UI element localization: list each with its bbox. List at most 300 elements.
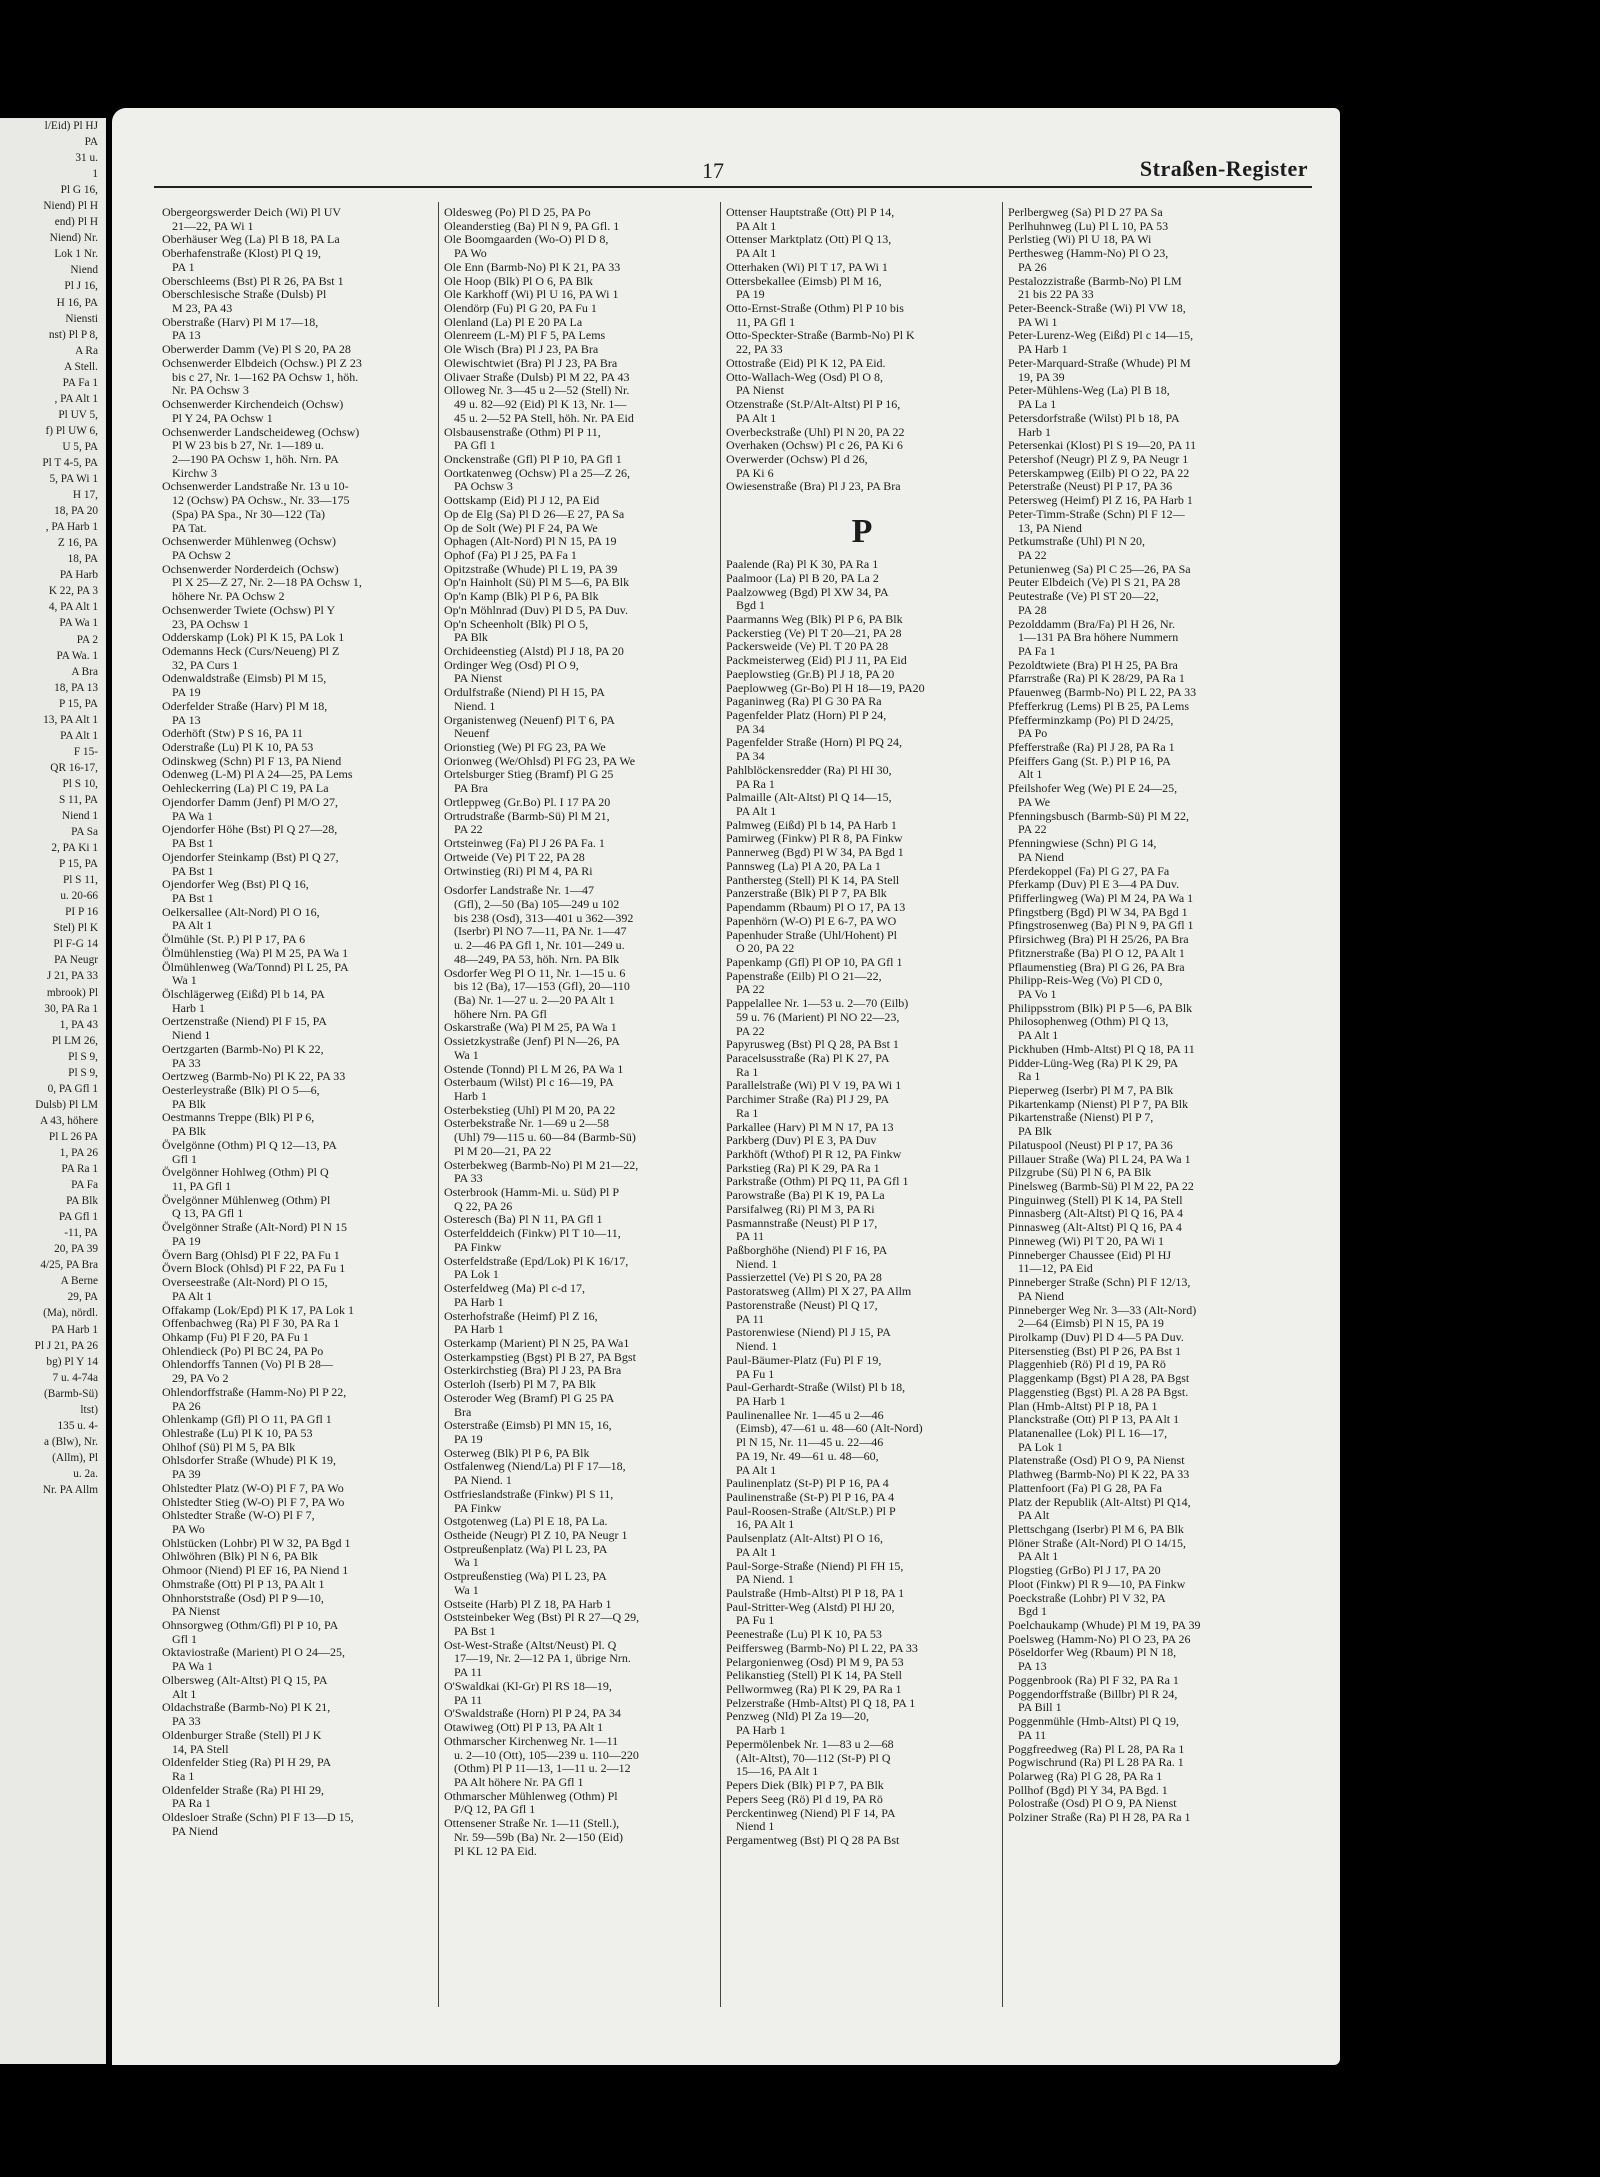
street-entry: Peter-Lurenz-Weg (Eißd) Pl c 14—15,: [1008, 329, 1194, 343]
left-page-line: Pl LM 26,: [51, 1034, 98, 1047]
left-page-line: Niensti: [65, 312, 98, 325]
street-entry-continuation: 14, PA Stell: [172, 1742, 229, 1756]
street-entry: Op de Solt (We) Pl F 24, PA We: [444, 521, 598, 535]
street-entry: Ole Karkhoff (Wi) Pl U 16, PA Wi 1: [444, 288, 619, 302]
street-entry: Ochsenwerder Mühlenweg (Ochsw): [162, 535, 336, 549]
street-entry: Pannerweg (Bgd) Pl W 34, PA Bgd 1: [726, 846, 904, 860]
street-entry: O'Swaldstraße (Horn) Pl P 24, PA 34: [444, 1707, 621, 1721]
street-entry: Pfauenweg (Barmb-No) Pl L 22, PA 33: [1008, 686, 1197, 700]
street-entry-continuation: PA Bst 1: [172, 864, 214, 878]
left-page-line: 13, PA Alt 1: [43, 713, 98, 726]
left-page-line: A Stell.: [64, 360, 98, 373]
left-page-line: 4, PA Alt 1: [48, 601, 98, 614]
street-entry: Perthesweg (Hamm-No) Pl O 23,: [1008, 247, 1169, 261]
street-entry-continuation: 29, PA Vo 2: [172, 1372, 229, 1386]
register-column-1: [162, 206, 434, 1839]
street-entry: Platenstraße (Osd) Pl O 9, PA Nienst: [1008, 1454, 1185, 1468]
street-entry-continuation: PA Harb 1: [736, 1394, 786, 1408]
street-entry: Papendamm (Rbaum) Pl O 17, PA 13: [726, 901, 906, 915]
section-letter: P: [851, 513, 873, 551]
street-entry: Oelkersallee (Alt-Nord) Pl O 16,: [162, 905, 320, 919]
street-entry-continuation: PA 19: [736, 288, 765, 302]
street-entry-continuation: 11—12, PA Eid: [1018, 1262, 1093, 1276]
street-entry: Polarweg (Ra) Pl G 28, PA Ra 1: [1008, 1769, 1163, 1783]
street-entry: Oderfelder Straße (Harv) Pl M 18,: [162, 699, 328, 713]
left-page-line: PA Sa: [71, 826, 98, 839]
left-page-line: 29, PA: [67, 1291, 98, 1304]
left-page-line: Pl J 16,: [64, 280, 98, 293]
street-entry-continuation: Ra 1: [172, 1769, 195, 1783]
street-entry-continuation: Gfl 1: [172, 1152, 197, 1166]
left-page-line: Niend) Pl H: [43, 200, 98, 213]
street-entry-continuation: PA Harb 1: [1018, 343, 1068, 357]
street-entry: Ohlendorffstraße (Hamm-No) Pl P 22,: [162, 1385, 347, 1399]
left-page-line: 0, PA Gfl 1: [47, 1082, 98, 1095]
left-page-line: K 22, PA 3: [48, 585, 98, 598]
street-entry: Ottensener Straße Nr. 1—11 (Stell.),: [444, 1817, 620, 1831]
street-entry: Ohlestraße (Lu) Pl K 10, PA 53: [162, 1426, 313, 1440]
left-page-line: Niend: [70, 264, 98, 277]
street-entry: Pfefferminzkamp (Po) Pl D 24/25,: [1008, 713, 1174, 727]
street-entry-continuation: höhere Nr. PA Ochsw 2: [172, 590, 285, 604]
street-entry: Osdorfer Landstraße Nr. 1—47: [444, 884, 594, 898]
street-entry: Pinneberger Chaussee (Eid) Pl HJ: [1008, 1248, 1172, 1262]
street-entry-continuation: 48—249, PA 53, höh. Nrn. PA Blk: [454, 952, 620, 966]
street-entry-continuation: PA Ra 1: [172, 1797, 211, 1811]
street-entry-continuation: PA La 1: [1018, 398, 1057, 412]
street-entry-continuation: Ra 1: [736, 1065, 759, 1079]
street-entry-continuation: PA Nienst: [454, 672, 502, 686]
street-entry: Op'n Möhlnrad (Duv) Pl D 5, PA Duv.: [444, 603, 628, 617]
street-entry: Overseestraße (Alt-Nord) Pl O 15,: [162, 1276, 328, 1290]
left-page-line: nst) Pl P 8,: [48, 328, 98, 341]
left-page-line: PA Fa: [71, 1179, 98, 1192]
street-entry: Pidder-Lüng-Weg (Ra) Pl K 29, PA: [1008, 1056, 1179, 1070]
left-page-line: Pl G 16,: [60, 184, 98, 197]
left-page-line: 18, PA 20: [54, 505, 98, 518]
street-entry-continuation: PA Nienst: [736, 384, 784, 398]
street-entry: Paganinweg (Ra) Pl G 30 PA Ra: [726, 695, 882, 709]
street-entry-continuation: Pl M 20—21, PA 22: [454, 1144, 552, 1158]
street-entry: Otzenstraße (St.P/Alt-Altst) Pl P 16,: [726, 398, 901, 412]
street-entry: Papenkamp (Gfl) Pl OP 10, PA Gfl 1: [726, 955, 903, 969]
street-entry-continuation: PA 33: [172, 1715, 201, 1729]
street-entry-continuation: (Alt-Altst), 70—112 (St-P) Pl Q: [736, 1751, 891, 1765]
street-entry: Ole Wisch (Bra) Pl J 23, PA Bra: [444, 343, 599, 357]
street-entry-continuation: PA Nienst: [172, 1605, 220, 1619]
street-entry-continuation: PA Wo: [172, 1523, 205, 1536]
street-entry: Oldenfelder Stieg (Ra) Pl H 29, PA: [162, 1756, 332, 1770]
street-entry-continuation: Ra 1: [736, 1106, 759, 1120]
street-entry: Ossietzkystraße (Jenf) Pl N—26, PA: [444, 1035, 620, 1049]
column-divider: [438, 202, 439, 2007]
street-entry: Osterloh (Iserb) Pl M 7, PA Blk: [444, 1378, 596, 1392]
street-entry-continuation: PA 22: [736, 983, 765, 997]
left-page-line: Pl T 4-5, PA: [42, 456, 98, 469]
street-entry-continuation: Alt 1: [1018, 768, 1043, 782]
street-entry: Overwerder (Ochsw) Pl d 26,: [726, 452, 868, 466]
street-entry-continuation: O 20, PA 22: [736, 942, 795, 956]
street-entry: Plattenfoort (Fa) Pl G 28, PA Fa: [1008, 1481, 1162, 1495]
street-entry: Osterbaum (Wilst) Pl c 16—19, PA: [444, 1076, 614, 1090]
street-entry: Osterbrook (Hamm-Mi. u. Süd) Pl P: [444, 1186, 619, 1200]
street-entry: Perlstieg (Wi) Pl U 18, PA Wi: [1008, 233, 1152, 247]
street-entry: Osdorfer Weg Pl O 11, Nr. 1—15 u. 6: [444, 966, 626, 980]
street-entry-continuation: Bgd 1: [736, 599, 766, 613]
street-entry-continuation: (Ba) Nr. 1—27 u. 2—20 PA Alt 1: [454, 993, 615, 1007]
left-page-line: a (Blw), Nr.: [44, 1435, 98, 1448]
street-entry: Pezoldtwiete (Bra) Pl H 25, PA Bra: [1008, 658, 1178, 672]
street-entry: Oderstraße (Lu) Pl K 10, PA 53: [162, 741, 314, 755]
street-entry: Olloweg Nr. 3—45 u 2—52 (Stell) Nr.: [444, 384, 630, 398]
street-entry-continuation: PA Wa 1: [172, 1660, 214, 1674]
left-page-line: end) Pl H: [54, 216, 98, 229]
street-entry: Plaggenstieg (Bgst) Pl. A 28 PA Bgst.: [1008, 1385, 1189, 1399]
street-entry: Pöseldorfer Weg (Rbaum) Pl N 18,: [1008, 1646, 1177, 1660]
left-page-line: P 15, PA: [58, 697, 98, 710]
street-entry: Peter-Marquard-Straße (Whude) Pl M: [1008, 356, 1191, 370]
street-entry-continuation: Q 22, PA 26: [454, 1199, 513, 1213]
street-entry-continuation: Neuenf: [454, 727, 490, 741]
street-entry: Otto-Ernst-Straße (Othm) Pl P 10 bis: [726, 302, 904, 316]
street-entry: Ostpreußenstieg (Wa) Pl L 23, PA: [444, 1570, 607, 1584]
street-entry-continuation: PA Ochsw 2: [172, 548, 231, 562]
street-entry-continuation: bis 12 (Ba), 17—153 (Gfl), 20—110: [454, 980, 630, 994]
street-entry: Ölmühlenweg (Wa/Tonnd) Pl L 25, PA: [162, 960, 349, 974]
street-entry: Ophagen (Alt-Nord) Pl N 15, PA 19: [444, 535, 617, 549]
street-entry: Pitersenstieg (Bst) Pl P 26, PA Bst 1: [1008, 1344, 1182, 1358]
street-entry-continuation: PA 34: [736, 722, 765, 736]
left-page-line: P 15, PA: [58, 858, 98, 871]
left-page-line: PA Alt 1: [60, 729, 98, 742]
street-entry: Paul-Gerhardt-Straße (Wilst) Pl b 18,: [726, 1381, 906, 1395]
street-entry: Petersdorfstraße (Wilst) Pl b 18, PA: [1008, 411, 1180, 425]
street-entry: Osterkirchstieg (Bra) Pl J 23, PA Bra: [444, 1364, 622, 1378]
street-entry: Oestmanns Treppe (Blk) Pl P 6,: [162, 1111, 315, 1125]
street-entry: Osterhofstraße (Heimf) Pl Z 16,: [444, 1309, 598, 1323]
street-entry-continuation: PA Finkw: [454, 1501, 502, 1515]
street-entry-continuation: 13, PA Niend: [1018, 521, 1082, 535]
street-entry: Parkstieg (Ra) Pl K 29, PA Ra 1: [726, 1161, 880, 1175]
street-entry: Ophof (Fa) Pl J 25, PA Fa 1: [444, 548, 577, 562]
street-entry-continuation: PA Alt 1: [172, 1289, 213, 1303]
street-entry: Penzweg (Nld) Pl Za 19—20,: [726, 1710, 869, 1724]
street-entry-continuation: PA 19: [172, 686, 201, 700]
left-page-line: Niend) Nr.: [49, 232, 98, 245]
street-entry: Ohlstücken (Lohbr) Pl W 32, PA Bgd 1: [162, 1536, 351, 1550]
street-entry: Olsbausenstraße (Othm) Pl P 11,: [444, 425, 601, 439]
street-entry: Pagenfelder Straße (Horn) Pl PQ 24,: [726, 736, 902, 750]
street-entry: Orchideenstieg (Alstd) Pl J 18, PA 20: [444, 645, 624, 658]
left-page-line: A Bra: [71, 665, 98, 678]
street-entry: Offenbachweg (Ra) Pl F 30, PA Ra 1: [162, 1317, 340, 1331]
left-page-line: 20, PA 39: [54, 1243, 98, 1256]
left-page-line: Z 16, PA: [57, 537, 98, 550]
left-page-line: PA Wa. 1: [56, 649, 98, 662]
street-entry: Ottostraße (Eid) Pl K 12, PA Eid.: [726, 356, 886, 370]
street-entry: Ostseite (Harb) Pl Z 18, PA Harb 1: [444, 1597, 612, 1611]
left-page-line: bg) Pl Y 14: [46, 1355, 98, 1368]
left-page-line: 135 u. 4-: [57, 1419, 98, 1432]
street-entry-continuation: Pl X 25—Z 27, Nr. 2—18 PA Ochsw 1,: [172, 576, 362, 590]
street-entry-continuation: PA Ki 6: [736, 466, 774, 480]
street-entry: Paalende (Ra) Pl K 30, PA Ra 1: [726, 558, 879, 572]
street-entry: Oldenburger Straße (Stell) Pl J K: [162, 1728, 322, 1742]
street-entry: Oesterleystraße (Blk) Pl O 5—6,: [162, 1084, 320, 1097]
street-entry: Övelgönner Mühlenweg (Othm) Pl: [162, 1193, 331, 1207]
street-entry: Paalmoor (La) Pl B 20, PA La 2: [726, 571, 879, 585]
street-entry-continuation: Gfl 1: [172, 1632, 197, 1646]
street-entry: Ölschlägerweg (Eißd) Pl b 14, PA: [162, 987, 325, 1001]
street-entry-continuation: Pl W 23 bis b 27, Nr. 1—189 u.: [172, 439, 324, 453]
street-entry: Offakamp (Lok/Epd) Pl K 17, PA Lok 1: [162, 1303, 354, 1317]
street-entry: Pirolkamp (Duv) Pl D 4—5 PA Duv.: [1008, 1330, 1184, 1344]
street-entry: Ojendorfer Höhe (Bst) Pl Q 27—28,: [162, 823, 338, 837]
street-entry: Plan (Hmb-Altst) Pl P 18, PA 1: [1008, 1399, 1158, 1413]
street-entry-continuation: PA Alt: [1018, 1509, 1050, 1523]
street-entry-continuation: PA Harb 1: [736, 1724, 786, 1738]
street-entry: Oortkatenweg (Ochsw) Pl a 25—Z 26,: [444, 466, 630, 480]
street-entry: Pflaumenstieg (Bra) Pl G 26, PA Bra: [1008, 960, 1185, 974]
column-divider: [1002, 202, 1003, 2007]
street-entry: Ohnsorgweg (Othm/Gfl) Pl P 10, PA: [162, 1619, 339, 1633]
street-entry-continuation: PA Gfl 1: [454, 439, 496, 453]
street-entry-continuation: PA 26: [1018, 260, 1047, 274]
street-entry: Otterhaken (Wi) Pl T 17, PA Wi 1: [726, 260, 888, 274]
street-entry-continuation: Niend. 1: [454, 699, 496, 713]
street-entry: Osterbekweg (Barmb-No) Pl M 21—22,: [444, 1158, 639, 1172]
street-entry: Pieperweg (Iserbr) Pl M 7, PA Blk: [1008, 1084, 1174, 1097]
street-entry-continuation: PA Alt 1: [736, 411, 777, 425]
street-entry: Ostfrieslandstraße (Finkw) Pl S 11,: [444, 1487, 614, 1501]
street-entry-continuation: PA Alt 1: [736, 219, 777, 233]
street-entry: Paul-Stritter-Weg (Alstd) Pl HJ 20,: [726, 1600, 895, 1614]
street-entry: Organistenweg (Neuenf) Pl T 6, PA: [444, 713, 615, 727]
street-entry-continuation: PA 13: [172, 329, 201, 343]
left-page-line: l/Eid) Pl HJ: [44, 120, 98, 132]
street-entry: O'Swaldkai (Kl-Gr) Pl RS 18—19,: [444, 1679, 612, 1693]
street-entry: Ohlwöhren (Blk) Pl N 6, PA Blk: [162, 1550, 318, 1564]
street-entry: Oldesloer Straße (Schn) Pl F 13—D 15,: [162, 1811, 354, 1825]
street-entry-continuation: PA Niend: [172, 1824, 218, 1838]
street-entry: Polziner Straße (Ra) Pl H 28, PA Ra 1: [1008, 1811, 1191, 1825]
street-entry: Plöner Straße (Alt-Nord) Pl O 14/15,: [1008, 1536, 1186, 1550]
street-entry-continuation: P/Q 12, PA Gfl 1: [454, 1803, 536, 1817]
street-entry-continuation: PA 28: [1018, 603, 1047, 617]
street-entry: Oberstraße (Harv) Pl M 17—18,: [162, 315, 319, 329]
left-page-line: Pl S 9,: [68, 1050, 98, 1063]
left-page-line: PI P 16: [65, 906, 98, 919]
street-entry-continuation: PA Alt 1: [1018, 1550, 1059, 1564]
street-entry-continuation: PA 22: [1018, 823, 1047, 837]
left-page-line: Pl UV 5,: [58, 408, 98, 421]
street-entry-continuation: PA Fu 1: [736, 1614, 775, 1628]
street-entry-continuation: PA Bill 1: [1018, 1701, 1062, 1715]
street-entry: Packerstieg (Ve) Pl T 20—21, PA 28: [726, 626, 902, 640]
street-entry: Overbeckstraße (Uhl) Pl N 20, PA 22: [726, 425, 905, 439]
register-column-2: [444, 206, 716, 1858]
street-entry: Ole Boomgaarden (Wo-O) Pl D 8,: [444, 233, 609, 247]
street-entry: Owiesenstraße (Bra) Pl J 23, PA Bra: [726, 480, 901, 494]
street-entry: Pahlblöckensredder (Ra) Pl HI 30,: [726, 763, 892, 777]
street-entry-continuation: PA Blk: [172, 1125, 206, 1139]
street-entry: Oleanderstieg (Ba) Pl N 9, PA Gfl. 1: [444, 219, 620, 233]
left-page-line: PA: [84, 136, 98, 149]
street-entry: Parallelstraße (Wi) Pl V 19, PA Wi 1: [726, 1079, 902, 1093]
street-entry: Pelikanstieg (Stell) Pl K 14, PA Stell: [726, 1669, 902, 1683]
street-entry: Paßborghöhe (Niend) Pl F 16, PA: [726, 1244, 888, 1258]
street-entry: Petunienweg (Sa) Pl C 25—26, PA Sa: [1008, 562, 1191, 576]
street-entry: Övern Block (Ohlsd) Pl F 22, PA Fu 1: [162, 1262, 346, 1276]
street-entry-continuation: PA Blk: [172, 1097, 206, 1111]
left-page-line: PA 2: [76, 633, 98, 646]
running-head: Straßen-Register: [1139, 156, 1308, 181]
street-entry: Peuter Elbdeich (Ve) Pl S 21, PA 28: [1008, 576, 1181, 590]
street-entry: Ortelsburger Stieg (Bramf) Pl G 25: [444, 768, 614, 782]
left-page-line: Lok 1 Nr.: [54, 248, 98, 261]
left-page-line: 1: [92, 168, 98, 181]
street-entry-continuation: Niend. 1: [736, 1340, 778, 1354]
street-entry: Passierzettel (Ve) Pl S 20, PA 28: [726, 1271, 882, 1285]
street-entry-continuation: 21—22, PA Wi 1: [172, 219, 254, 233]
street-entry-continuation: Nr. PA Ochsw 3: [172, 384, 249, 398]
street-entry-continuation: M 23, PA 43: [172, 302, 233, 316]
street-entry: Osterkampstieg (Bgst) Pl B 27, PA Bgst: [444, 1350, 636, 1364]
left-page-line: PA Gfl 1: [58, 1211, 98, 1224]
street-entry: Oertzgarten (Barmb-No) Pl K 22,: [162, 1042, 324, 1056]
street-entry: Pasmannstraße (Neust) Pl P 17,: [726, 1216, 878, 1230]
left-page-line: u. 20-66: [60, 890, 98, 903]
left-page-line: PA Wa 1: [59, 617, 98, 630]
street-entry-continuation: PA Bra: [454, 782, 488, 796]
street-entry: Petershof (Neugr) Pl Z 9, PA Neugr 1: [1008, 452, 1189, 466]
street-entry: Ohlendieck (Po) Pl BC 24, PA Po: [162, 1344, 324, 1358]
street-entry: Osteresch (Ba) Pl N 11, PA Gfl 1: [444, 1213, 603, 1227]
left-page-line: (Allm), Pl: [52, 1451, 98, 1464]
left-page-fragment: [0, 118, 106, 2064]
street-entry: Oehleckerring (La) Pl C 19, PA La: [162, 782, 329, 796]
street-entry: Pfingstrosenweg (Ba) Pl N 9, PA Gfl 1: [1008, 919, 1194, 933]
street-entry: Papenstraße (Eilb) Pl O 21—22,: [726, 969, 882, 983]
street-entry: Oldenfelder Straße (Ra) Pl HI 29,: [162, 1783, 324, 1797]
street-entry-continuation: Pl Y 24, PA Ochsw 1: [172, 411, 273, 425]
street-entry-continuation: PA Fa 1: [1018, 645, 1056, 658]
street-entry: Oststeinbeker Weg (Bst) Pl R 27—Q 29,: [444, 1611, 640, 1625]
street-entry: Philosophenweg (Othm) Pl Q 13,: [1008, 1015, 1169, 1029]
street-entry-continuation: Kirchw 3: [172, 466, 217, 480]
street-entry: Parkhöft (Wthof) Pl R 12, PA Finkw: [726, 1148, 902, 1161]
left-page-line: -11, PA: [64, 1227, 98, 1240]
street-entry: Pelzerstraße (Hmb-Altst) Pl Q 18, PA 1: [726, 1696, 916, 1710]
street-entry: Otto-Wallach-Weg (Osd) Pl O 8,: [726, 370, 884, 384]
street-entry: Ojendorfer Weg (Bst) Pl Q 16,: [162, 878, 309, 892]
street-entry: Peter-Beenck-Straße (Wi) Pl VW 18,: [1008, 302, 1186, 316]
street-entry: Paeplowstieg (Gr.B) Pl J 18, PA 20: [726, 667, 895, 681]
street-entry: Panthersteg (Stell) Pl K 14, PA Stell: [726, 873, 900, 887]
street-entry-continuation: PA 13: [1018, 1660, 1047, 1674]
left-page-line: , PA Harb 1: [45, 521, 98, 534]
street-entry-continuation: PA Niend. 1: [454, 1474, 512, 1488]
left-page-line: Pl S 9,: [68, 1066, 98, 1079]
street-entry-continuation: PA Tat.: [172, 521, 207, 535]
street-entry: Ordinger Weg (Osd) Pl O 9,: [444, 658, 579, 672]
street-entry: Pagenfelder Platz (Horn) Pl P 24,: [726, 709, 887, 722]
street-entry-continuation: PA 11: [736, 1230, 765, 1244]
left-page-line: S 11, PA: [58, 793, 98, 806]
left-page-line: A Berne: [60, 1275, 98, 1288]
street-entry: Ochsenwerder Norderdeich (Ochsw): [162, 562, 339, 576]
left-page-line: f) Pl UW 6,: [45, 424, 98, 437]
street-entry: Övelgönne (Othm) Pl Q 12—13, PA: [162, 1138, 337, 1152]
left-page-line: Dulsb) Pl LM: [35, 1098, 98, 1111]
street-entry: Oberhafenstraße (Klost) Pl Q 19,: [162, 247, 321, 261]
street-entry-continuation: 11, PA Gfl 1: [736, 315, 796, 329]
street-entry: Paul-Sorge-Straße (Niend) Pl FH 15,: [726, 1559, 904, 1573]
street-entry-continuation: (Iserbr) Pl NO 7—11, PA Nr. 1—47: [454, 925, 627, 939]
street-entry: Ohlendorffs Tannen (Vo) Pl B 28—: [162, 1358, 333, 1372]
street-entry-continuation: PA Alt 1: [736, 247, 777, 261]
street-entry: Odderskamp (Lok) Pl K 15, PA Lok 1: [162, 631, 345, 645]
street-entry: Papyrusweg (Bst) Pl Q 28, PA Bst 1: [726, 1038, 899, 1052]
street-entry-continuation: PA Niend: [1018, 850, 1064, 864]
street-entry-continuation: 59 u. 76 (Marient) Pl NO 22—23,: [736, 1010, 900, 1024]
street-entry: Osterbekstieg (Uhl) Pl M 20, PA 22: [444, 1103, 616, 1117]
street-entry-continuation: PA Wo: [454, 247, 487, 261]
street-entry-continuation: PA 33: [454, 1172, 483, 1186]
street-entry: Oertzenstraße (Niend) Pl F 15, PA: [162, 1015, 327, 1029]
street-entry: Oottskamp (Eid) Pl J 12, PA Eid: [444, 494, 600, 508]
street-entry: Palmweg (Eißd) Pl b 14, PA Harb 1: [726, 818, 897, 832]
street-entry: Papenhörn (W-O) Pl E 6-7, PA WO: [726, 914, 897, 928]
street-entry: Pfingstberg (Bgd) Pl W 34, PA Bgd 1: [1008, 905, 1188, 919]
left-page-line: Pl F-G 14: [53, 938, 98, 951]
street-entry: Op'n Scheenholt (Blk) Pl O 5,: [444, 617, 589, 631]
street-entry: Olivaer Straße (Dulsb) Pl M 22, PA 43: [444, 370, 630, 384]
street-entry: Panzerstraße (Blk) Pl P 7, PA Blk: [726, 887, 887, 901]
left-page-line: A Ra: [75, 344, 98, 357]
register-column-3: [726, 206, 998, 1848]
street-entry: Paeplowweg (Gr-Bo) Pl H 18—19, PA20: [726, 681, 925, 695]
street-entry: Ohkamp (Fu) Pl F 20, PA Fu 1: [162, 1330, 309, 1344]
left-page-line: QR 16-17,: [50, 761, 98, 774]
street-entry: Paulsenplatz (Alt-Altst) Pl O 16,: [726, 1532, 883, 1546]
street-entry-continuation: 21 bis 22 PA 33: [1018, 288, 1094, 302]
street-entry-continuation: PA Niend. 1: [736, 1573, 794, 1587]
street-entry: Oskarstraße (Wa) Pl M 25, PA Wa 1: [444, 1021, 617, 1035]
left-page-line: U 5, PA: [62, 440, 98, 453]
street-entry-continuation: 32, PA Curs 1: [172, 658, 239, 672]
street-entry: Paulinenplatz (St-P) Pl P 16, PA 4: [726, 1477, 889, 1491]
street-entry-continuation: Pl KL 12 PA Eid.: [454, 1844, 537, 1858]
street-entry: Othmarscher Kirchenweg Nr. 1—11: [444, 1734, 619, 1748]
left-page-line: (Barmb-Sü): [44, 1387, 98, 1400]
street-entry: Pfenningwiese (Schn) Pl G 14,: [1008, 837, 1157, 851]
left-page-line: 18, PA 13: [54, 681, 98, 694]
street-entry: Ohlstedter Stieg (W-O) Pl F 7, PA Wo: [162, 1495, 345, 1509]
street-entry: Perlbergweg (Sa) Pl D 27 PA Sa: [1008, 206, 1163, 219]
street-entry-continuation: Wa 1: [454, 1048, 479, 1062]
street-entry: Peutestraße (Ve) Pl ST 20—22,: [1008, 590, 1159, 604]
street-entry: Ostgotenweg (La) Pl E 18, PA La.: [444, 1515, 608, 1529]
left-page-line: 1, PA 43: [59, 1018, 98, 1031]
street-entry: Parkberg (Duv) Pl E 3, PA Duv: [726, 1134, 877, 1148]
street-entry: Paracelsusstraße (Ra) Pl K 27, PA: [726, 1051, 890, 1065]
street-entry-continuation: höhere Nrn. PA Gfl: [454, 1007, 547, 1021]
street-entry: Paulinenallee Nr. 1—45 u 2—46: [726, 1408, 884, 1422]
street-entry: Polostraße (Osd) Pl O 9, PA Nienst: [1008, 1797, 1177, 1811]
street-entry: Pinneberger Straße (Schn) Pl F 12/13,: [1008, 1276, 1191, 1290]
street-entry: Plogstieg (GrBo) Pl J 17, PA 20: [1008, 1564, 1161, 1578]
